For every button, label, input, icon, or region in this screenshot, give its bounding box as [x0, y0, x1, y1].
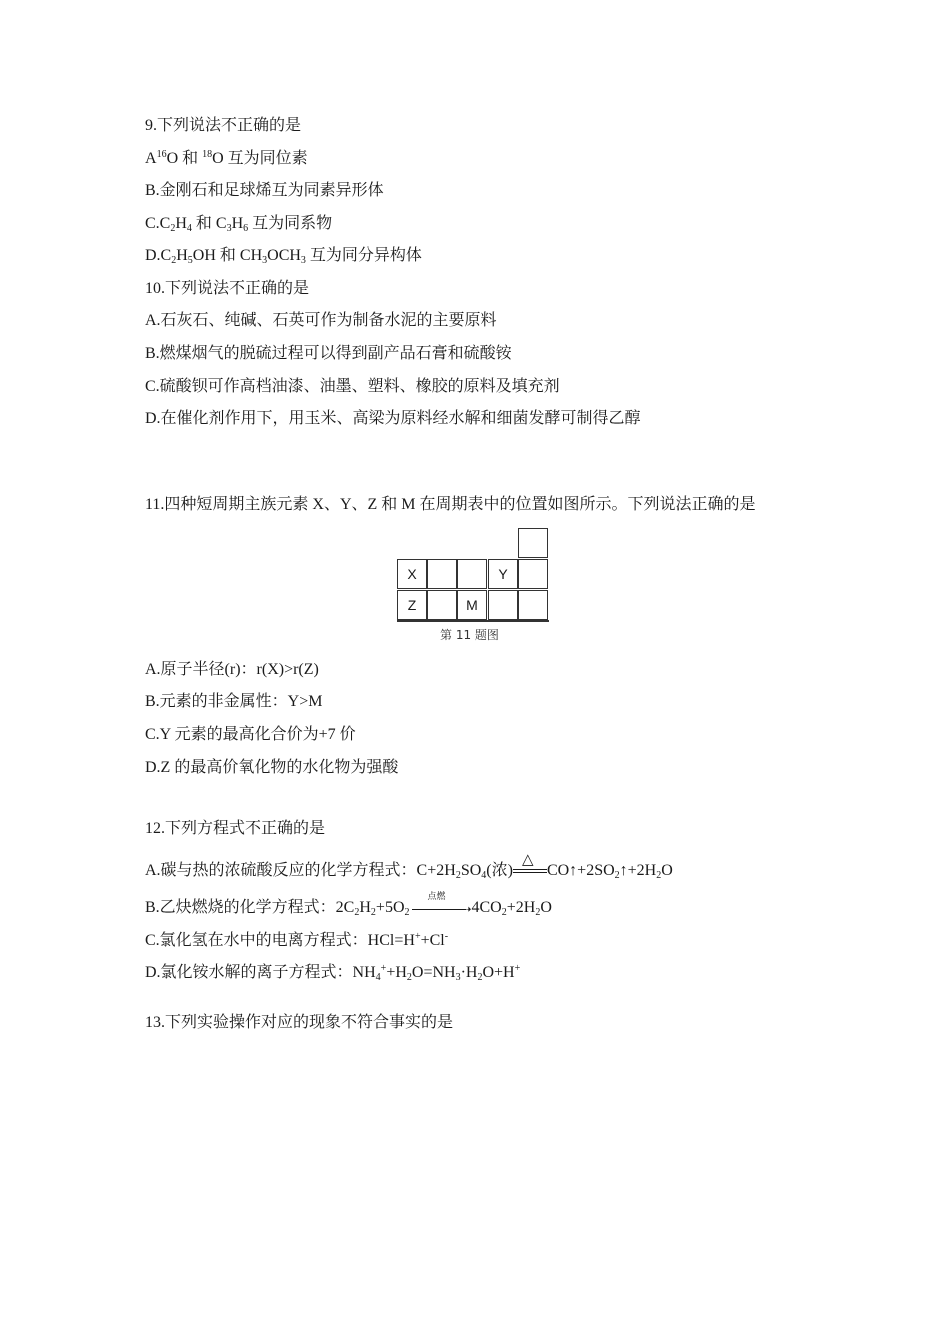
ignition-arrow — [410, 892, 472, 918]
cell-y: Y — [488, 559, 518, 589]
ignition-condition: 点燃 — [427, 892, 446, 902]
table-cell — [488, 590, 518, 620]
q9-option-a: $A^{16}O$ 和 $^{18}$O 互为同位素 — [145, 149, 308, 167]
cell-m: M — [457, 590, 487, 620]
q12-option-c: C.氯化氢在水中的电离方程式：HCl=H++Cl- — [145, 931, 449, 949]
table-cell — [427, 590, 457, 620]
cell-z: Z — [397, 590, 427, 620]
heat-condition-sign — [513, 850, 547, 881]
q9-stem: 9.下列说法不正确的是 — [145, 117, 302, 134]
q10-option-c: C.硫酸钡可作高档油漆、油墨、塑料、橡胶的原料及填充剂 — [145, 378, 560, 395]
q11-option-c: C.Y 元素的最高化合价为+7 价 — [145, 726, 356, 743]
q10-option-a: A.石灰石、纯碱、石英可作为制备水泥的主要原料 — [145, 312, 497, 329]
q10-option-d: D.在催化剂作用下，用玉米、高梁为原料经水解和细菌发酵可制得乙醇 — [145, 410, 641, 427]
q10-option-b: B.燃煤烟气的脱硫过程可以得到副产品石膏和硫酸铵 — [145, 345, 512, 362]
figure-caption: 第 11 题图 — [440, 628, 499, 642]
table-cell — [518, 559, 548, 589]
q13-stem: 13.下列实验操作对应的现象不符合事实的是 — [145, 1014, 454, 1031]
q12-option-b: B.乙炔燃烧的化学方程式：$2C_2H_2+5O_2$ 点燃 ➝ $4CO_2+2H_2O$ — [145, 892, 552, 918]
q12-stem: 12.下列方程式不正确的是 — [145, 820, 326, 837]
q10-stem: 10.下列说法不正确的是 — [145, 280, 310, 297]
q12-option-d: D.氯化铵水解的离子方程式：$NH_4^++H_2O=NH_3\cdot H_2O+H^+$ — [145, 963, 521, 983]
table-cell — [518, 590, 548, 620]
cell-x: X — [397, 559, 427, 589]
q11-option-b: B.元素的非金属性：Y>M — [145, 693, 323, 710]
table-cell — [427, 559, 457, 589]
table-cell — [518, 528, 548, 558]
periodic-table-figure — [397, 528, 549, 622]
q9-option-d: $D.C_2H_5OH$ 和 $CH_3OCH_3$ 互为同分异构体 — [145, 247, 422, 266]
q11-option-a: A.原子半径(r)：r(X)>r(Z) — [145, 661, 319, 678]
heat-triangle-icon: △ — [521, 850, 534, 868]
q9-option-c: $C.C_2H_4$ 和 $C_3H_6$ 互为同系物 — [145, 215, 333, 234]
table-base-line — [397, 620, 549, 622]
table-cell — [457, 559, 487, 589]
q11-stem: 11.四种短周期主族元素 X、Y、Z 和 M 在周期表中的位置如图所示。下列说法正确的是 — [145, 496, 756, 513]
q11-option-d: D.Z 的最高价氧化物的水化物为强酸 — [145, 759, 399, 776]
q9-option-b: B.金刚石和足球烯互为同素异形体 — [145, 182, 384, 199]
arrow-right-icon: ➝ — [461, 902, 472, 916]
q12-option-a: A.碳与热的浓硫酸反应的化学方程式：$C+2H_2SO_4$(浓) △ $CO↑+2SO_2↑+2H_2O$ — [145, 850, 673, 881]
